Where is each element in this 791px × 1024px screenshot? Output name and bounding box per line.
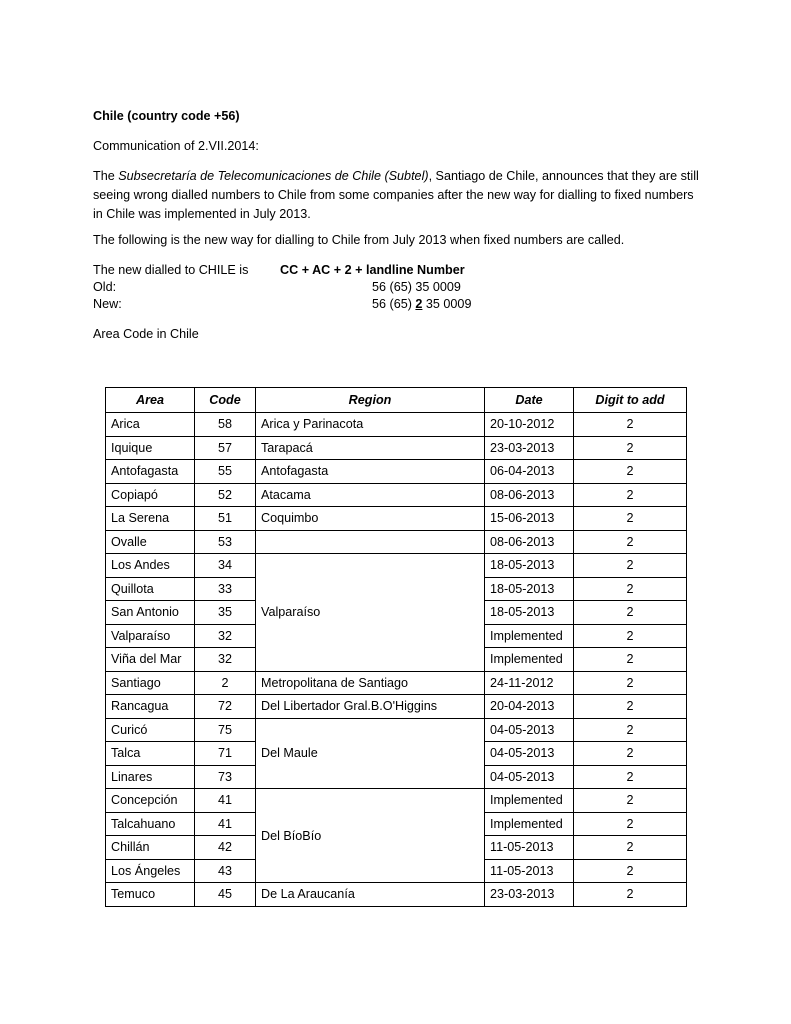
date-cell: 20-10-2012 [485, 413, 574, 437]
code-cell: 45 [195, 883, 256, 907]
area-cell: Talca [106, 742, 195, 766]
table-row [106, 554, 687, 578]
code-cell: 51 [195, 507, 256, 531]
code-cell: 55 [195, 460, 256, 484]
new-added-digit: 2 [415, 297, 423, 311]
digit-cell: 2 [574, 812, 687, 836]
digit-cell: 2 [574, 836, 687, 860]
date-cell: 08-06-2013 [485, 530, 574, 554]
region-cell: Del Libertador Gral.B.O'Higgins [256, 695, 485, 719]
code-cell: 35 [195, 601, 256, 625]
code-cell: 75 [195, 718, 256, 742]
area-cell: Linares [106, 765, 195, 789]
date-cell: 04-05-2013 [485, 742, 574, 766]
area-cell: Copiapó [106, 483, 195, 507]
area-cell: Viña del Mar [106, 648, 195, 672]
area-cell: La Serena [106, 507, 195, 531]
old-label: Old: [93, 280, 117, 294]
table-row [106, 695, 687, 719]
date-cell: 04-05-2013 [485, 765, 574, 789]
new-value [372, 297, 471, 311]
code-cell: 43 [195, 859, 256, 883]
code-cell: 41 [195, 789, 256, 813]
digit-cell: 2 [574, 695, 687, 719]
date-cell: 23-03-2013 [485, 436, 574, 460]
digit-cell: 2 [574, 859, 687, 883]
digit-cell: 2 [574, 554, 687, 578]
digit-cell: 2 [574, 718, 687, 742]
area-cell: Rancagua [106, 695, 195, 719]
new-prefix: 56 (65) [372, 297, 416, 311]
code-cell: 32 [195, 648, 256, 672]
date-cell: Implemented [485, 812, 574, 836]
date-cell: Implemented [485, 789, 574, 813]
area-code-title: Area Code in Chile [93, 327, 199, 341]
date-cell: 06-04-2013 [485, 460, 574, 484]
code-cell: 33 [195, 577, 256, 601]
table-row [106, 460, 687, 484]
digit-cell: 2 [574, 648, 687, 672]
digit-cell: 2 [574, 624, 687, 648]
header-digit: Digit to add [574, 388, 687, 413]
digit-cell: 2 [574, 436, 687, 460]
date-cell: 18-05-2013 [485, 577, 574, 601]
header-area: Area [106, 388, 195, 413]
code-cell: 53 [195, 530, 256, 554]
code-cell: 58 [195, 413, 256, 437]
region-cell: De La Araucanía [256, 883, 485, 907]
code-cell: 34 [195, 554, 256, 578]
area-cell: Arica [106, 413, 195, 437]
date-cell: 24-11-2012 [485, 671, 574, 695]
communication-date: Communication of 2.VII.2014: [93, 139, 259, 153]
date-cell: 15-06-2013 [485, 507, 574, 531]
date-cell: 11-05-2013 [485, 859, 574, 883]
table-row [106, 436, 687, 460]
table-header-row [106, 388, 687, 413]
area-cell: Curicó [106, 718, 195, 742]
dial-label: The new dialled to CHILE is [93, 263, 249, 277]
area-cell: San Antonio [106, 601, 195, 625]
code-cell: 57 [195, 436, 256, 460]
area-cell: Los Ángeles [106, 859, 195, 883]
area-cell: Santiago [106, 671, 195, 695]
page-title: Chile (country code +56) [93, 109, 240, 123]
following-paragraph: The following is the new way for dialling to Chile from July 2013 when fixed numbers are called. [93, 233, 625, 247]
new-label: New: [93, 297, 122, 311]
intro-prefix: The [93, 169, 119, 183]
code-cell: 2 [195, 671, 256, 695]
digit-cell: 2 [574, 413, 687, 437]
region-cell: Tarapacá [256, 436, 485, 460]
area-cell: Quillota [106, 577, 195, 601]
digit-cell: 2 [574, 883, 687, 907]
date-cell: 18-05-2013 [485, 601, 574, 625]
region-cell: Valparaíso [256, 554, 485, 672]
date-cell: 11-05-2013 [485, 836, 574, 860]
digit-cell: 2 [574, 789, 687, 813]
digit-cell: 2 [574, 483, 687, 507]
header-date: Date [485, 388, 574, 413]
table-row [106, 413, 687, 437]
area-cell: Los Andes [106, 554, 195, 578]
new-suffix: 35 0009 [422, 297, 472, 311]
digit-cell: 2 [574, 507, 687, 531]
code-cell: 73 [195, 765, 256, 789]
region-cell [256, 530, 485, 554]
digit-cell: 2 [574, 577, 687, 601]
digit-cell: 2 [574, 530, 687, 554]
date-cell: Implemented [485, 648, 574, 672]
area-cell: Ovalle [106, 530, 195, 554]
digit-cell: 2 [574, 765, 687, 789]
digit-cell: 2 [574, 742, 687, 766]
intro-paragraph [93, 167, 703, 224]
region-cell: Del BíoBío [256, 789, 485, 883]
area-cell: Iquique [106, 436, 195, 460]
digit-cell: 2 [574, 671, 687, 695]
digit-cell: 2 [574, 601, 687, 625]
code-cell: 52 [195, 483, 256, 507]
header-region: Region [256, 388, 485, 413]
code-cell: 72 [195, 695, 256, 719]
area-cell: Temuco [106, 883, 195, 907]
digit-cell: 2 [574, 460, 687, 484]
region-cell: Coquimbo [256, 507, 485, 531]
dial-formula: CC + AC + 2 + landline Number [280, 263, 465, 277]
area-cell: Concepción [106, 789, 195, 813]
intro-entity: Subsecretaría de Telecomunicaciones de Chile (Subtel) [118, 169, 429, 183]
code-cell: 71 [195, 742, 256, 766]
header-code: Code [195, 388, 256, 413]
date-cell: Implemented [485, 624, 574, 648]
area-cell: Antofagasta [106, 460, 195, 484]
code-cell: 32 [195, 624, 256, 648]
date-cell: 20-04-2013 [485, 695, 574, 719]
date-cell: 23-03-2013 [485, 883, 574, 907]
code-cell: 42 [195, 836, 256, 860]
date-cell: 08-06-2013 [485, 483, 574, 507]
area-cell: Valparaíso [106, 624, 195, 648]
region-cell: Antofagasta [256, 460, 485, 484]
table-row [106, 883, 687, 907]
table-row [106, 671, 687, 695]
intro-rest: , Santiago de Chile, announces that they are still seeing wrong dialled numbers to Chile from some companies after the new way for dialling to fixed numbers in Chile was implemented in July 2013. [93, 169, 699, 221]
area-cell: Talcahuano [106, 812, 195, 836]
table-row [106, 718, 687, 742]
table-row [106, 530, 687, 554]
table-row [106, 789, 687, 813]
region-cell: Metropolitana de Santiago [256, 671, 485, 695]
area-cell: Chillán [106, 836, 195, 860]
region-cell: Atacama [256, 483, 485, 507]
code-cell: 41 [195, 812, 256, 836]
area-code-table [105, 387, 687, 907]
table-row [106, 507, 687, 531]
old-value: 56 (65) 35 0009 [372, 280, 461, 294]
region-cell: Arica y Parinacota [256, 413, 485, 437]
date-cell: 04-05-2013 [485, 718, 574, 742]
region-cell: Del Maule [256, 718, 485, 789]
date-cell: 18-05-2013 [485, 554, 574, 578]
table-row [106, 483, 687, 507]
